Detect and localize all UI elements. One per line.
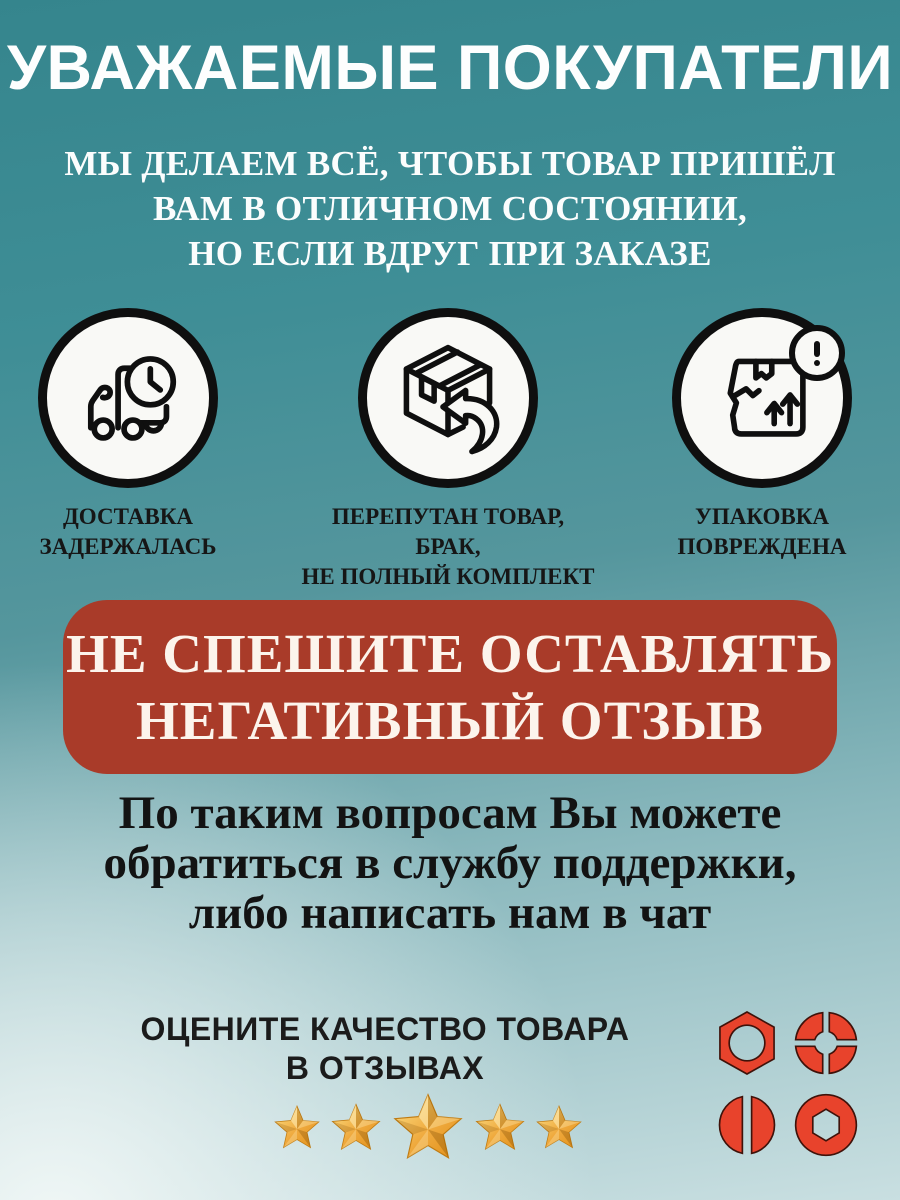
star-icon (390, 1090, 466, 1166)
star-icon (272, 1103, 322, 1153)
support-note-line: По таким вопросам Вы можете (118, 787, 782, 839)
support-note-line: обратиться в службу поддержки, (103, 837, 797, 889)
phillips-screw-head-icon (793, 1010, 859, 1076)
intro-line: НО ЕСЛИ ВДРУГ ПРИ ЗАКАЗЕ (188, 234, 712, 273)
star-icon (329, 1101, 383, 1155)
intro-line: ВАМ В ОТЛИЧНОМ СОСТОЯНИИ, (152, 189, 748, 228)
review-prompt (55, 1010, 715, 1088)
issue-packaging-damaged (632, 308, 892, 562)
star-icon (534, 1103, 584, 1153)
page-title: УВАЖАЕМЫЕ ПОКУПАТЕЛИ (6, 33, 894, 103)
damaged-package-icon (672, 308, 852, 488)
banner-line: НЕ СПЕШИТЕ ОСТАВЛЯТЬ (66, 623, 834, 684)
star-icon (473, 1101, 527, 1155)
issue-label: ДОСТАВКА ЗАДЕРЖАЛАСЬ (39, 504, 217, 559)
hex-nut-icon (714, 1010, 780, 1076)
issue-delivery-delayed (0, 308, 261, 562)
banner-line: НЕГАТИВНЫЙ ОТЗЫВ (135, 690, 764, 751)
issue-wrong-item (298, 308, 598, 592)
hex-socket-head-icon (793, 1092, 859, 1158)
intro-text (0, 141, 900, 276)
support-note (0, 788, 900, 938)
warning-banner (63, 600, 837, 774)
delivery-truck-clock-icon (38, 308, 218, 488)
support-note-line: либо написать нам в чат (188, 887, 712, 939)
issue-label: ПЕРЕПУТАН ТОВАР, БРАК, НЕ ПОЛНЫЙ КОМПЛЕКТ (301, 504, 595, 589)
exclamation-badge-icon (789, 325, 845, 381)
slotted-screw-head-icon (714, 1092, 780, 1158)
issue-label: УПАКОВКА ПОВРЕЖДЕНА (677, 504, 847, 559)
fasteners-logo (714, 1010, 859, 1158)
intro-line: МЫ ДЕЛАЕМ ВСЁ, ЧТОБЫ ТОВАР ПРИШЁЛ (64, 144, 836, 183)
box-return-arrow-icon (358, 308, 538, 488)
review-prompt-line: В ОТЗЫВАХ (285, 1050, 485, 1086)
review-prompt-line: ОЦЕНИТЕ КАЧЕСТВО ТОВАРА (140, 1011, 630, 1047)
gold-star-rating (272, 1086, 602, 1170)
